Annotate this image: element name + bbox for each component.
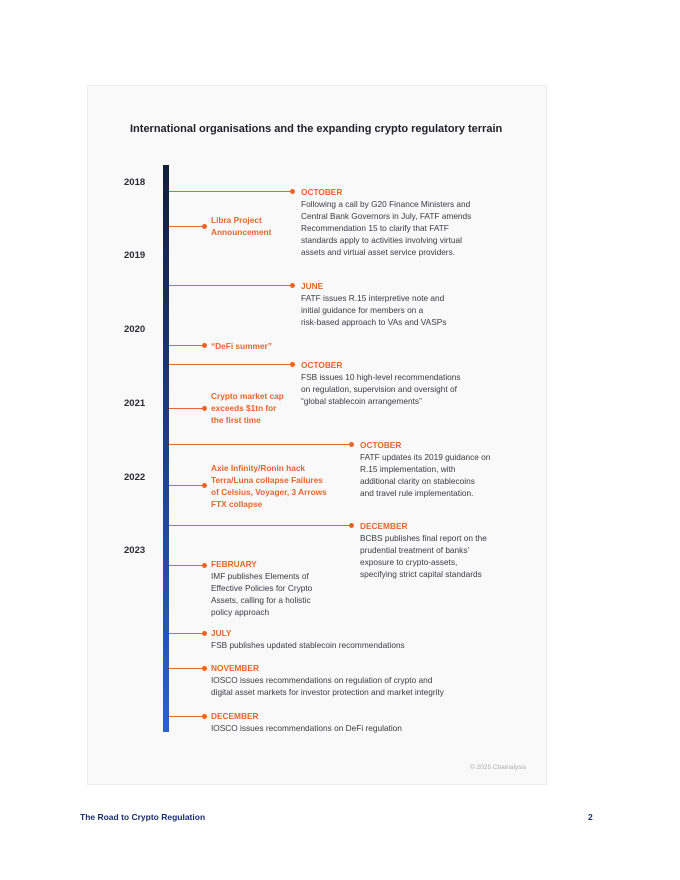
event-text: FATF issues R.15 interpretive note and initial guidance for members on a risk-based approach to VAs and VASPs [301,293,447,327]
connector [169,226,205,227]
year-2021: 2021 [124,398,146,409]
marker-dot [349,442,354,447]
event-text: IOSCO issues recommendations on regulation of crypto and digital asset markets for investor protection and market integrity [211,675,444,697]
year-2022: 2022 [124,472,146,483]
event-month: DECEMBER [360,521,408,531]
event-feb-2023 [211,558,341,618]
event-month: OCTOBER [301,187,343,197]
event-libra: Libra Project Announcement [211,215,272,237]
connector [169,408,205,409]
event-nov-2023 [211,662,531,698]
connector [169,565,205,566]
event-text: Following a call by G20 Finance Ministers and Central Bank Governors in July, FATF amends Recommendation 15 to clarify that FATF standards apply to activities involving virtual assets and virtual asset service providers. [301,199,472,257]
marker-dot [202,224,207,229]
connector [169,668,205,669]
event-defi-summer: “DeFi summer” [211,341,272,351]
marker-dot [202,483,207,488]
marker-dot [202,406,207,411]
connector [169,633,205,634]
event-oct-2021 [360,439,520,499]
marker-dot [202,631,207,636]
marker-dot [202,714,207,719]
event-market-cap: Crypto market cap exceeds $1tn for the first time [211,391,284,425]
marker-dot [202,666,207,671]
event-oct-2018 [301,186,511,258]
event-jul-2023 [211,627,511,651]
marker-dot [290,189,295,194]
event-month: JUNE [301,281,324,291]
connector [169,191,292,192]
event-text: BCBS publishes final report on the prudential treatment of banks’ exposure to crypto-assets, specifying strict capital standards [360,533,487,579]
connector [169,485,205,486]
year-2018: 2018 [124,177,146,188]
event-dec-2023 [211,710,511,734]
connector [169,364,292,365]
year-2023: 2023 [124,545,146,556]
year-2019: 2019 [124,250,146,261]
event-text: IMF publishes Elements of Effective Policies for Crypto Assets, calling for a holistic policy approach [211,571,313,617]
marker-dot [290,283,295,288]
event-text: FATF updates its 2019 guidance on R.15 implementation, with additional clarity on stablecoins and travel rule implementation. [360,452,491,498]
connector [169,716,205,717]
footer-title: The Road to Crypto Regulation [80,812,206,822]
event-month: OCTOBER [301,360,343,370]
event-oct-2020 [301,359,511,407]
connector [169,525,351,526]
page-number: 2 [588,812,593,822]
event-month: FEBRUARY [211,559,257,569]
event-collapses: Axie Infinity/Ronin hack Terra/Luna collapse Failures of Celsius, Voyager, 3 Arrows FTX collapse [211,463,327,509]
marker-dot [202,343,207,348]
timeline-bar [163,165,169,732]
event-text: FSB publishes updated stablecoin recommendations [211,640,405,650]
event-month: JULY [211,628,232,638]
event-month: DECEMBER [211,711,259,721]
year-2020: 2020 [124,324,146,335]
marker-dot [202,563,207,568]
event-dec-2022 [360,520,520,580]
event-text: FSB issues 10 high-level recommendations on regulation, supervision and oversight of “global stablecoin arrangements” [301,372,461,406]
event-month: NOVEMBER [211,663,259,673]
page-title: International organisations and the expanding crypto regulatory terrain [130,123,503,135]
event-text: IOSCO issues recommendations on DeFi regulation [211,723,402,733]
connector [169,285,292,286]
event-month: OCTOBER [360,440,402,450]
copyright: © 2025 Chainalysis [470,764,527,771]
connector [169,444,351,445]
marker-dot [290,362,295,367]
connector [169,345,205,346]
marker-dot [349,523,354,528]
event-jun-2019 [301,280,511,328]
